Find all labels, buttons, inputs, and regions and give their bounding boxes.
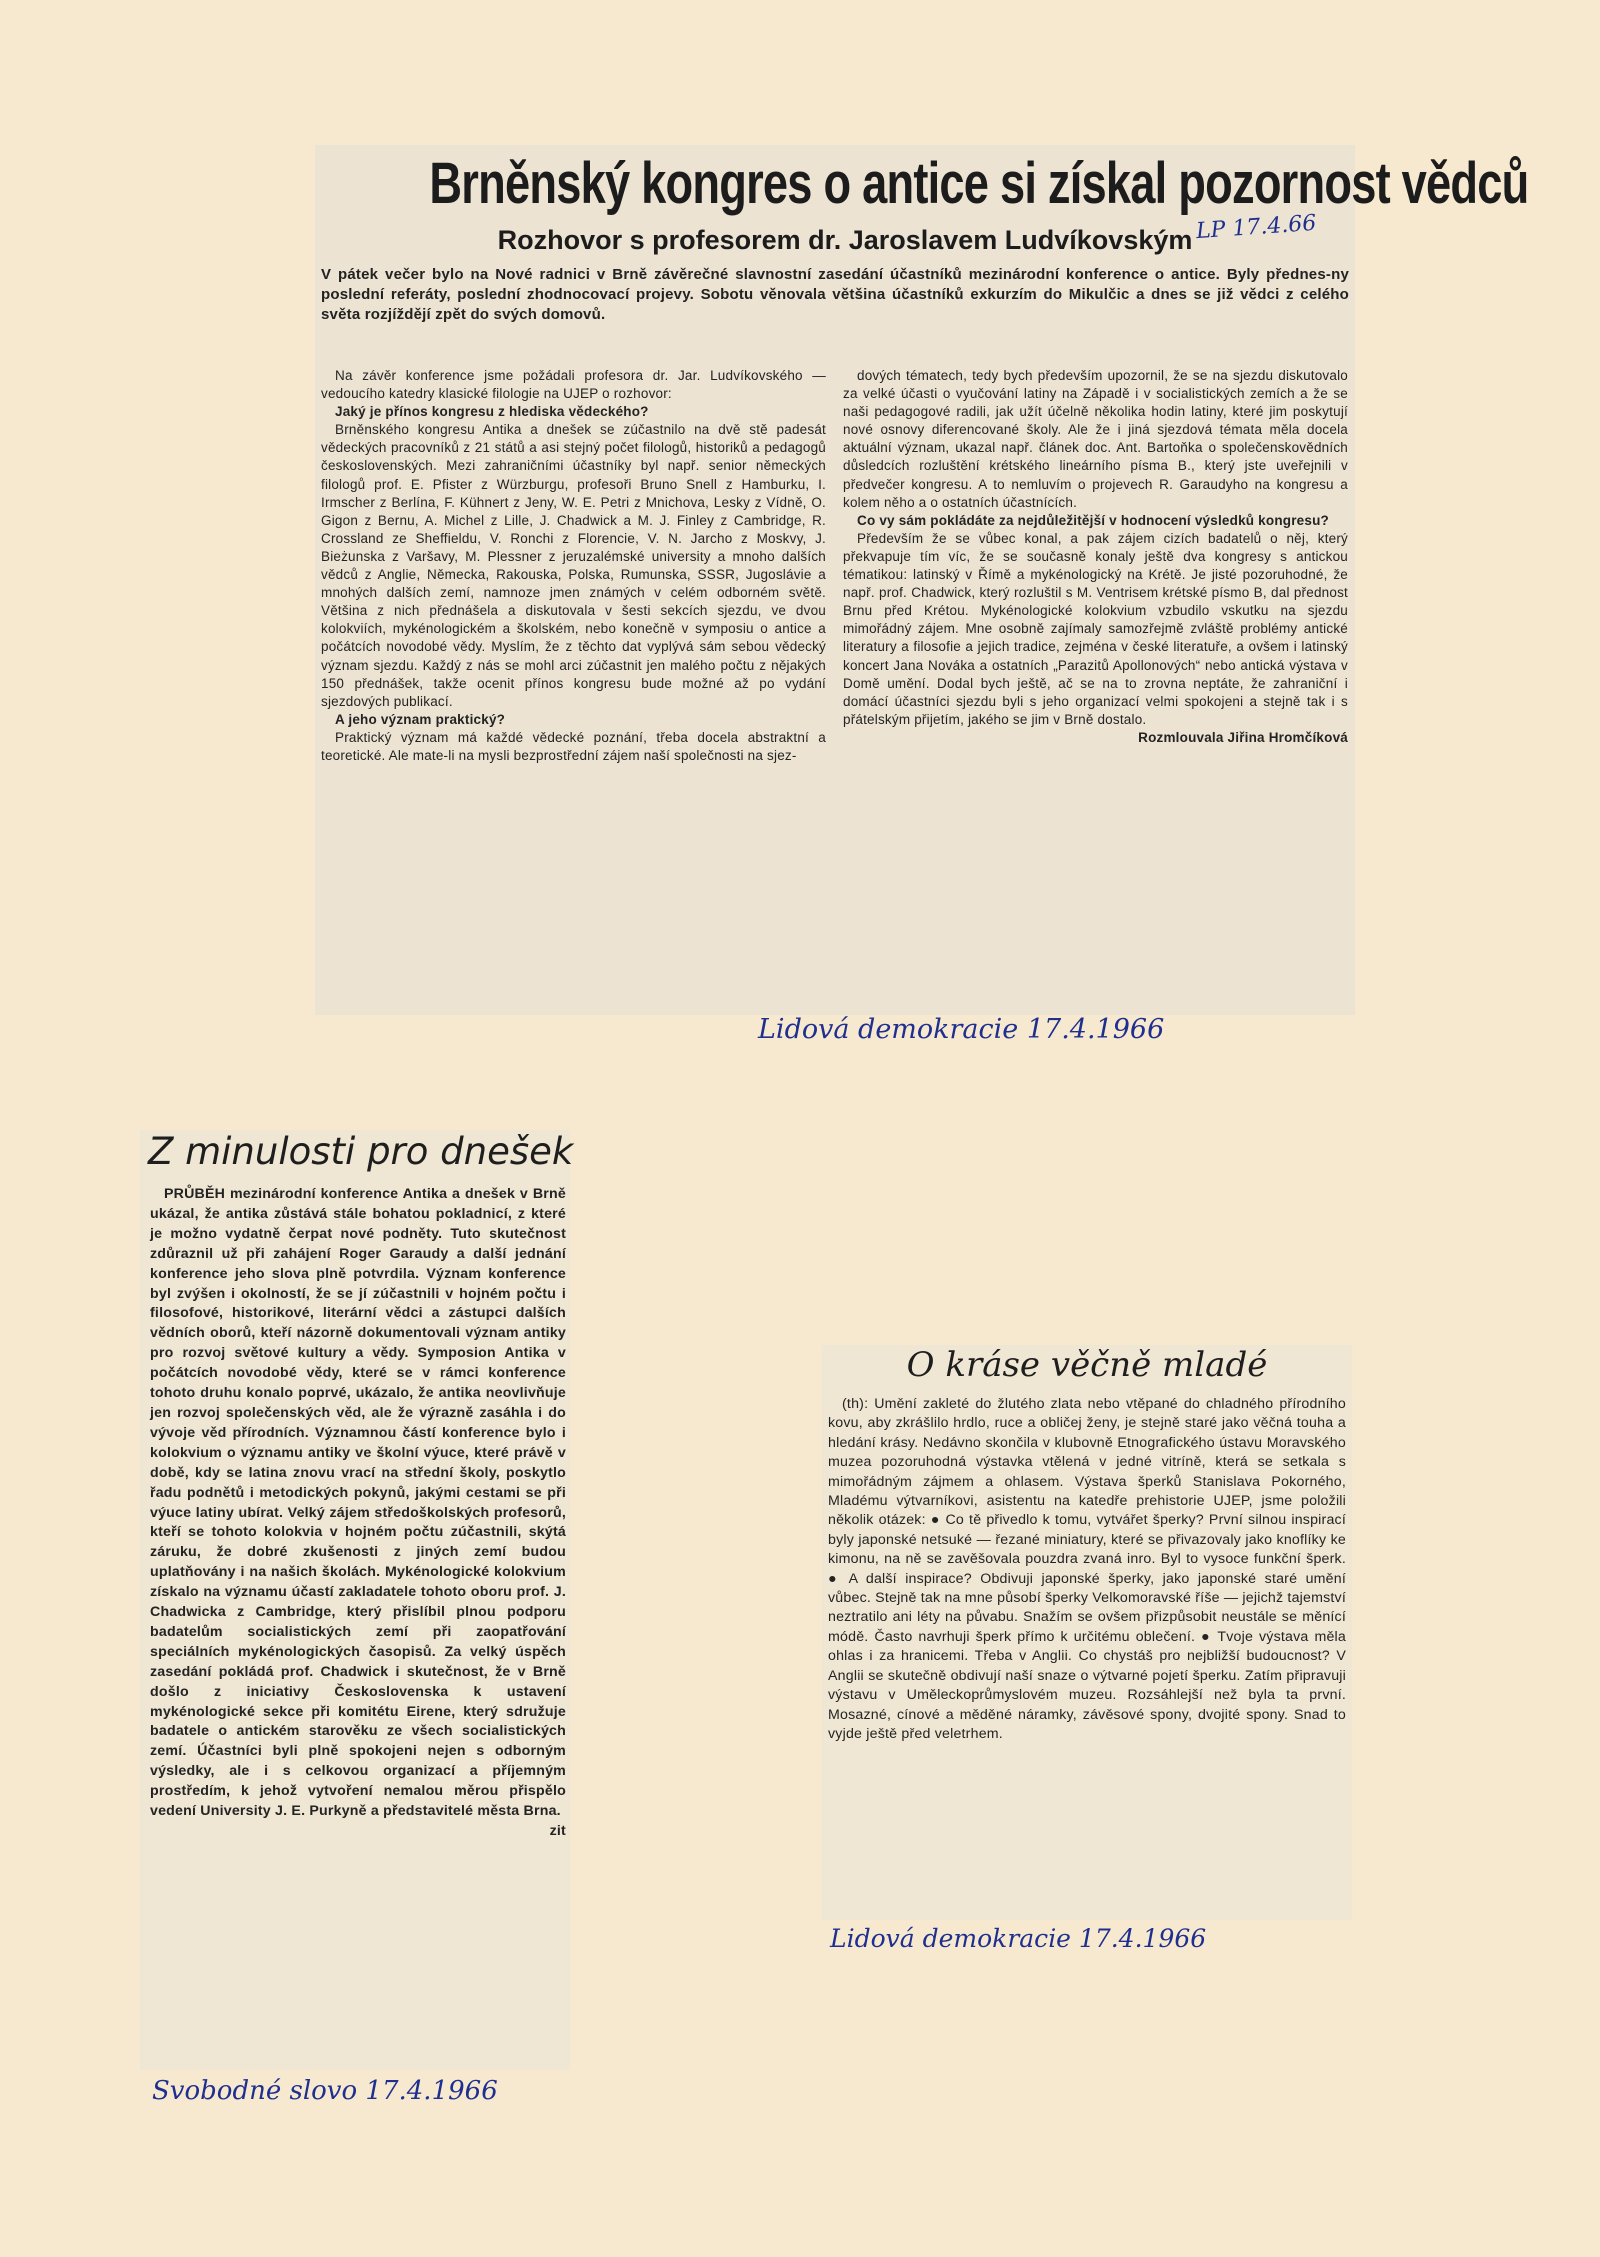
interview-question: A jeho význam praktický?	[335, 711, 506, 727]
article-paragraph: Praktický význam má každé vědecké poznání, třeba docela abstraktní a teoretické. Ale mate-li na mysli bezprostřední zájem naší společnosti na sjez-	[321, 729, 826, 763]
article-body	[150, 1185, 566, 1842]
article-clipping-z-minulosti	[140, 1130, 574, 2070]
article-byline: Rozmlouvala Jiřina Hromčíková	[1138, 729, 1348, 745]
article-subheadline: Rozhovor s profesorem dr. Jaroslavem Ludvíkovským	[497, 225, 1193, 255]
article-headline: O kráse věčně mladé	[906, 1345, 1268, 1385]
handwritten-source-note: Lidová demokracie 17.4.1966	[758, 1014, 1165, 1045]
article-headline: Z minulosti pro dnešek	[148, 1130, 574, 1173]
interview-question: Jaký je přínos kongresu z hlediska vědeckého?	[335, 404, 649, 420]
article-headline: Brněnský kongres o antice si získal pozornost vědců	[429, 151, 1529, 216]
article-paragraph: Brněnského kongresu Antika a dnešek se zúčastnilo na dvě stě padesát vědeckých pracovníků z 21 států a asi stejný počet filologů, historiků a pedagogů československých. Mezi zahraničními účastníky byl např. senior německých filologů prof. E. Pfister z Würzburgu, profesoři Bruno Snell z Hamburku, I. Irmscher z Berlína, F. Kühnert z Jeny, W. E. Petri z Mnichova, Lesky z Vídně, O. Gigon z Bernu, A. Michel z Lille, J. Chadwick a M. J. Finley z Cambridge, R. Crossland ze Sheffieldu, V. Ronchi z Florencie, V. N. Jarcho z Moskvy, J. Bieżunska z Varšavy, M. Plessner z jeruzalémské university a mnoho dalších vědců z Anglie, Německa, Rakouska, Polska, Rumunska, SSSR, Jugoslávie a mnohých dalších zemí, namnoze jmen známých v celém odborném světě. Většina z nich přednášela a diskutovala v šesti sekcích sjezdu, ve dvou kolokviích, mykénologickém a školském, nebo konečně v symposiu o antice a počátcích novodobé vědy. Myslím, že z těchto dat vyplývá sám sebou vědecký význam sjezdu. Každý z nás se mohl arci zúčastnit jen malého počtu z nějakých 150 přednášek, takže ocenit přínos kongresu bude možné až po vydání sjezdových publikací.	[321, 422, 826, 709]
article-clipping-brno-congress	[315, 145, 1529, 1015]
article-column-right	[843, 367, 1348, 747]
article-signature: zit	[549, 1823, 566, 1839]
interview-question: Co vy sám pokládáte za nejdůležitější v hodnocení výsledků kongresu?	[857, 512, 1329, 528]
article-column-left	[321, 367, 826, 765]
article-clipping-o-krase	[822, 1345, 1352, 1920]
article-paragraph: dových tématech, tedy bych především upozornil, že se na sjezdu diskutovalo za velké účasti o vyučování latiny na Západě i v socialistických zemích a že se naši pedagogové radili, jak užít účelně několika hodin latiny, které jim poskytují nové osnovy diferencované školy. Ale že i jiná sjezdová témata měla docela aktuální význam, ukazal např. článek doc. Ant. Bartoňka o společenskovědních důsledcích rozluštění krétského lineárního písma B., který jste uveřejnili v předvečer kongresu. A to nemluvím o projevech R. Garaudyho na kongresu a kolem něho a o ostatních účastnících.	[843, 368, 1348, 510]
article-body	[828, 1395, 1346, 1744]
article-lead: V pátek večer bylo na Nové radnici v Brně závěrečné slavnostní zasedání účastníků mezinárodní konference o antice. Byly přednes-ny poslední referáty, poslední zhodnocovací projevy. Sobotu věnovala většina účastníků exkurzím do Mikulčic a dnes se již vědci z celého světa rozjíždějí zpět do svých domovů.	[321, 266, 1349, 323]
handwritten-source-note: Lidová demokracie 17.4.1966	[830, 1924, 1207, 1953]
article-paragraph: PRŮBĚH mezinárodní konference Antika a dnešek v Brně ukázal, že antika zůstává stále bohatou pokladnicí, z které je možno vydatně čerpat nové podněty. Tuto skutečnost zdůraznil už při zahájení Roger Garaudy a další jednání konference jeho slova plně potvrdila. Význam konference byl zvýšen i okolností, že se jí zúčastnili v hojném počtu i filosofové, historikové, literární vědci a zástupci dalších vědních oborů, kteří názorně dokumentovali význam antiky pro rozvoj světové kultury a vědy. Symposion Antika v počátcích novodobé vědy, které se v rámci konference tohoto druhu konalo poprvé, ukázalo, že antika neovlivňuje jen rozvoj společenských věd, ale že výrazně zasáhla i do vývoje věd přírodních. Významnou částí konference bylo i kolokvium o významu antiky ve školní výuce, které právě v době, kdy se latina znovu vrací na střední školy, poskytlo řadu podnětů i metodických pokynů, jakými cestami se při výuce latiny ubírat. Velký zájem středoškolských profesorů, kteří se tohoto kolokvia v hojném počtu zúčastnili, skýtá záruku, že dobré zkušenosti z jiných zemí budou uplatňovány i na našich školách. Mykénologické kolokvium získalo na významu účastí zakladatele tohoto oboru prof. J. Chadwicka z Cambridge, který přislíbil plnou podporu badatelům socialistických zemí při zaopatřování speciálních mykénologických časopisů. Za velký úspěch zasedání pokládá prof. Chadwick i skutečnost, že v Brně došlo z iniciativy Československa k ustavení mykénologické sekce při komitétu Eirene, který sdružuje badatele o antickém starověku ze všech socialistických zemí. Účastníci byli plně spokojeni nejen s odborným výsledky, ale i s celkovou organizací a příjemným prostředím, k jehož vytvoření nemalou měrou přispělo vedení University J. E. Purkyně a představitelé města Brna.	[150, 1186, 566, 1820]
handwritten-date-note: LP 17.4.66	[1195, 210, 1318, 245]
article-paragraph: (th): Umění zakleté do žlutého zlata nebo vtěpané do chladného přírodního kovu, aby zkrášlilo hrdlo, ruce a obličej ženy, je stejně staré jako věčná touha a hledání krásy. Nedávno skončila v klubovně Etnografického ústavu Moravského muzea pozoruhodná výstavka vtělená v jedné vitríně, která se setkala s mimořádným zájmem a ohlasem. Výstava šperků Stanislava Pokorného, Mladému výtvarníkovi, asistentu na katedře prehistorie UJEP, jsme položili několik otázek: ● Co tě přivedlo k tomu, vytvářet šperky? První silnou inspirací byly japonské netsuké — řezané miniatury, které se přivazovaly jako knoflíky ke kimonu, na ně se zavěšovala pouzdra zvaná inro. Byl to vysoce funkční šperk. ● A další inspirace? Obdivuji japonské šperky, jako japonské staré umění vůbec. Stejně tak na mne působí šperky Velkomoravské říše — jejichž tajemství neztratilo ani léty na půvabu. Snažím se ovšem přizpůsobit neustále se měnící módě. Často navrhuji šperk přímo k určitému oblečení. ● Tvoje výstava měla ohlas i za hranicemi. Třeba v Anglii. Co chystáš pro nejbližší budoucnost? V Anglii se skutečně obdivují naší snaze o výtvarné pojetí šperku. Zatím připravuji výstavu v Uměleckoprůmyslovém muzeu. Rozsáhlejší než byla ta první. Mosazné, cínové a měděné náramky, závěsové spony, dvojité spony. Snad to vyjde ještě před veletrhem.	[828, 1396, 1346, 1742]
handwritten-source-note: Svobodné slovo 17.4.1966	[152, 2076, 498, 2106]
article-paragraph: Především že se vůbec konal, a pak zájem cizích badatelů o něj, který překvapuje tím víc, že se současně konaly ještě dva kongresy s antickou tématikou: latinský v Římě a mykénologický na Krétě. Je jisté pozoruhodné, že např. prof. Chadwick, který rozluštil s M. Ventrisem krétské písmo B, dal přednost Brnu před Krétou. Mykénologické kolokvium vzbudilo vskutku na sjezdu mimořádný zájem. Mne osobně zajímaly samozřejmě zvláště problémy antické literatury a filosofie a jejich tradice, zejména v české literatuře, a ovšem i latinský koncert Jana Nováka a ostatních „Parazitů Apollonových“ nebo antická výstava v Domě umění. Dodal bych ještě, ač se na to zrovna neptáte, že zahraniční i domácí účastníci sjezdu byli s jeho organizací velmi spokojeni a stejně tak i s přátelským přijetím, jakého se jim v Brně dostalo.	[843, 530, 1348, 727]
article-paragraph: Na závěr konference jsme požádali profesora dr. Jar. Ludvíkovského — vedoucího katedry klasické filologie na UJEP o rozhovor:	[321, 368, 826, 402]
